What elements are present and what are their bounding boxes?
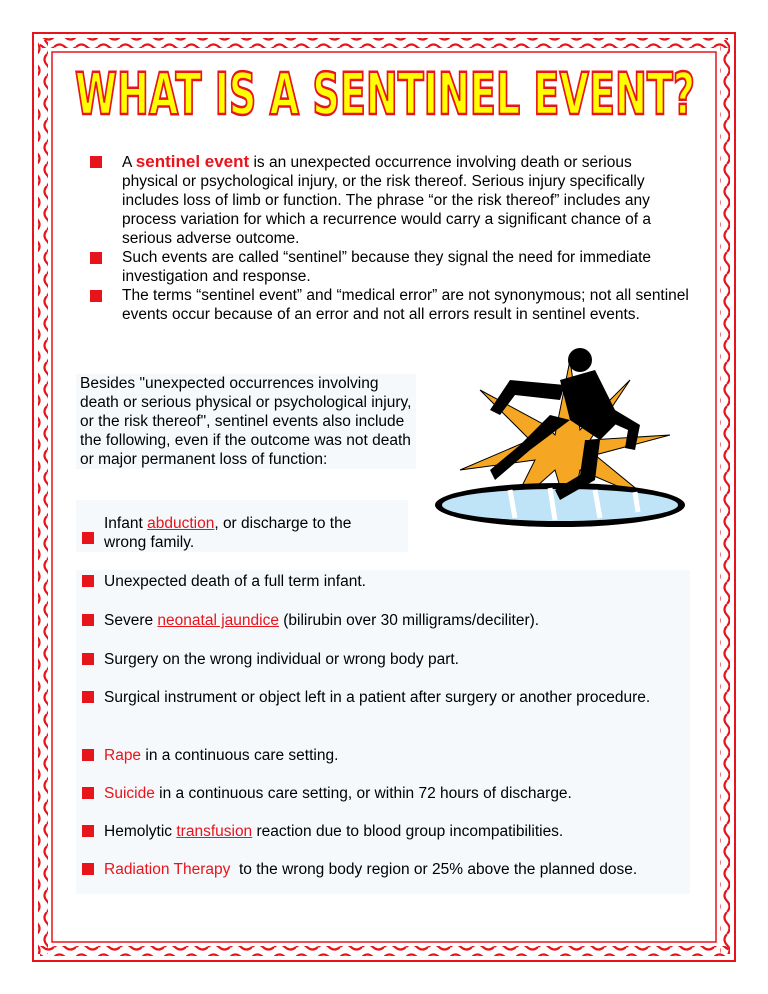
list-item: Infant abduction, or discharge to the wrong family. [80, 514, 380, 554]
square-bullet-icon [90, 252, 102, 264]
radiation-therapy-term: Radiation Therapy [104, 861, 231, 878]
page-title [70, 56, 700, 126]
square-bullet-icon [90, 290, 102, 302]
square-bullet-icon [82, 787, 94, 799]
square-bullet-icon [82, 532, 94, 544]
abduction-link[interactable]: abduction [147, 515, 215, 532]
intro-item: The terms “sentinel event” and “medical error” are not synonymous; not all sentinel events occur because of an error and not all errors result in sentinel events. [90, 286, 690, 324]
besides-paragraph: Besides "unexpected occurrences involving death or serious physical or psychological injury, or the risk thereof", sentinel events also include the following, even if the outcome was not death or major permanent loss of function: [76, 374, 416, 469]
square-bullet-icon [90, 156, 102, 168]
falling-person-illustration [420, 340, 690, 540]
suicide-term: Suicide [104, 785, 155, 802]
square-bullet-icon [82, 653, 94, 665]
neonatal-jaundice-link[interactable]: neonatal jaundice [157, 612, 279, 629]
intro-item: A sentinel event is an unexpected occurrence involving death or serious physical or psychological injury, or the risk thereof. Serious injury specifically includes loss of limb or function. The phrase “or the risk thereof” includes any process variation for which a recurrence would carry a significant chance of a serious adverse outcome. [90, 152, 690, 248]
rape-term: Rape [104, 747, 142, 764]
intro-item: Such events are called “sentinel” because they signal the need for immediate investigation and response. [90, 248, 690, 286]
transfusion-link[interactable]: transfusion [176, 823, 253, 840]
intro-list [90, 152, 690, 324]
sentinel-event-term: sentinel event [135, 152, 250, 171]
square-bullet-icon [82, 749, 94, 761]
square-bullet-icon [82, 614, 94, 626]
square-bullet-icon [82, 691, 94, 703]
square-bullet-icon [82, 825, 94, 837]
square-bullet-icon [82, 863, 94, 875]
square-bullet-icon [82, 575, 94, 587]
page-title-text: WHAT IS A SENTINEL EVENT? [75, 60, 695, 126]
